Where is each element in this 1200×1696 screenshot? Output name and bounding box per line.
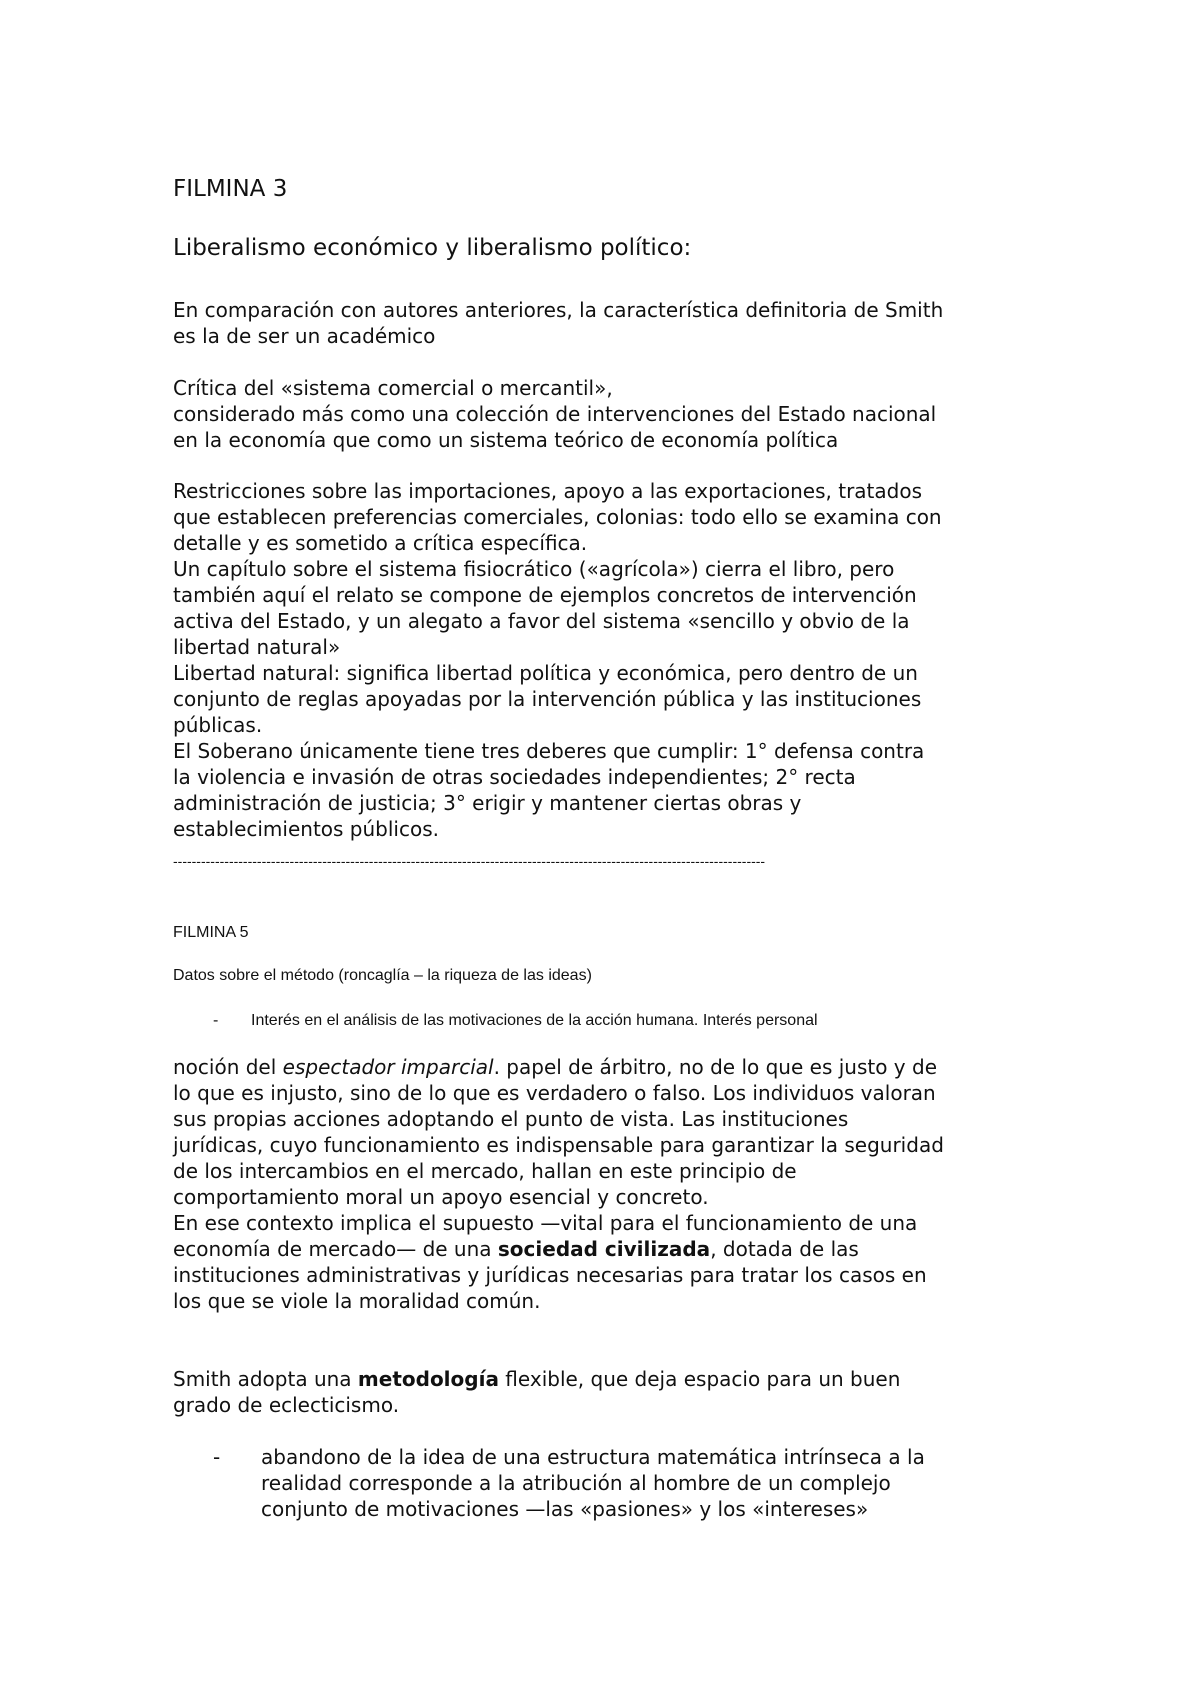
bullet-text: Interés en el análisis de las motivaciones de la acción humana. Interés personal xyxy=(251,1012,818,1029)
filmina5-bullet-2 xyxy=(173,1444,1053,1522)
text-line: En comparación con autores anteriores, la característica definitoria de Smith xyxy=(173,298,944,322)
text-line: comportamiento moral un apoyo esencial y concreto. xyxy=(173,1185,709,1209)
text-line: considerado más como una colección de intervenciones del Estado nacional xyxy=(173,402,937,426)
text-line: conjunto de reglas apoyadas por la intervención pública y las instituciones xyxy=(173,687,922,711)
text-segment: economía de mercado— de una xyxy=(173,1237,498,1261)
filmina5-paragraph-2 xyxy=(173,1366,1053,1418)
text-line: Restricciones sobre las importaciones, apoyo a las exportaciones, tratados xyxy=(173,479,923,503)
text-line: de los intercambios en el mercado, hallan en este principio de xyxy=(173,1159,797,1183)
text-line: Crítica del «sistema comercial o mercantil», xyxy=(173,376,613,400)
text-line xyxy=(173,1366,1053,1392)
bullet-dash: - xyxy=(213,1445,221,1469)
filmina3-paragraph-1 xyxy=(173,297,1053,349)
text-segment: Smith adopta una xyxy=(173,1367,358,1391)
text-line xyxy=(173,1054,1053,1080)
filmina3-subtitle: Liberalismo económico y liberalismo político: xyxy=(173,235,692,261)
text-line: realidad corresponde a la atribución al hombre de un complejo xyxy=(261,1471,891,1495)
text-segment: noción del xyxy=(173,1055,283,1079)
bullet-text xyxy=(261,1444,925,1522)
text-line: lo que es injusto, sino de lo que es verdadero o falso. Los individuos valoran xyxy=(173,1081,936,1105)
section-separator: ------------------------------------------------------------------------------------------------------------------------------- xyxy=(173,853,766,869)
text-line: jurídicas, cuyo funcionamiento es indispensable para garantizar la seguridad xyxy=(173,1133,944,1157)
text-line: establecimientos públicos. xyxy=(173,817,439,841)
text-line: El Soberano únicamente tiene tres deberes que cumplir: 1° defensa contra xyxy=(173,739,925,763)
text-segment: flexible, que deja espacio para un buen xyxy=(498,1367,901,1391)
text-line: que establecen preferencias comerciales, colonias: todo ello se examina con xyxy=(173,505,942,529)
text-line: también aquí el relato se compone de ejemplos concretos de intervención xyxy=(173,583,917,607)
filmina3-paragraph-2 xyxy=(173,375,1053,453)
text-line: en la economía que como un sistema teórico de economía política xyxy=(173,428,839,452)
bold-text: sociedad civilizada xyxy=(497,1237,711,1261)
filmina5-title: FILMINA 5 xyxy=(173,924,249,941)
text-segment: , dotada de las xyxy=(710,1237,859,1261)
text-line: conjunto de motivaciones —las «pasiones» y los «intereses» xyxy=(261,1497,869,1521)
filmina5-paragraph-1 xyxy=(173,1054,1053,1314)
text-line: instituciones administrativas y jurídicas necesarias para tratar los casos en xyxy=(173,1263,927,1287)
text-line: En ese contexto implica el supuesto —vital para el funcionamiento de una xyxy=(173,1211,918,1235)
filmina5-bullet-1 xyxy=(173,1010,1053,1032)
text-line: administración de justicia; 3° erigir y mantener ciertas obras y xyxy=(173,791,802,815)
text-line: Un capítulo sobre el sistema fisiocrático («agrícola») cierra el libro, pero xyxy=(173,557,895,581)
text-line: Libertad natural: significa libertad política y económica, pero dentro de un xyxy=(173,661,918,685)
text-line: activa del Estado, y un alegato a favor del sistema «sencillo y obvio de la xyxy=(173,609,910,633)
text-line: abandono de la idea de una estructura matemática intrínseca a la xyxy=(261,1445,925,1469)
text-line xyxy=(173,1236,1053,1262)
filmina5-subtitle: Datos sobre el método (roncaglía – la riqueza de las ideas) xyxy=(173,967,592,984)
filmina3-title: FILMINA 3 xyxy=(173,176,288,202)
text-line: libertad natural» xyxy=(173,635,341,659)
text-line: es la de ser un académico xyxy=(173,324,436,348)
text-line: sus propias acciones adoptando el punto de vista. Las instituciones xyxy=(173,1107,849,1131)
bold-text: metodología xyxy=(357,1367,499,1391)
bullet-dash: - xyxy=(213,1012,219,1029)
text-line: la violencia e invasión de otras sociedades independientes; 2° recta xyxy=(173,765,856,789)
filmina3-paragraph-3 xyxy=(173,478,1053,842)
text-line: públicas. xyxy=(173,713,263,737)
text-line: los que se viole la moralidad común. xyxy=(173,1289,541,1313)
emphasis-text: espectador imparcial xyxy=(282,1055,494,1079)
text-line: grado de eclecticismo. xyxy=(173,1393,400,1417)
text-line: detalle y es sometido a crítica específica. xyxy=(173,531,588,555)
text-segment: . papel de árbitro, no de lo que es justo y de xyxy=(493,1055,937,1079)
